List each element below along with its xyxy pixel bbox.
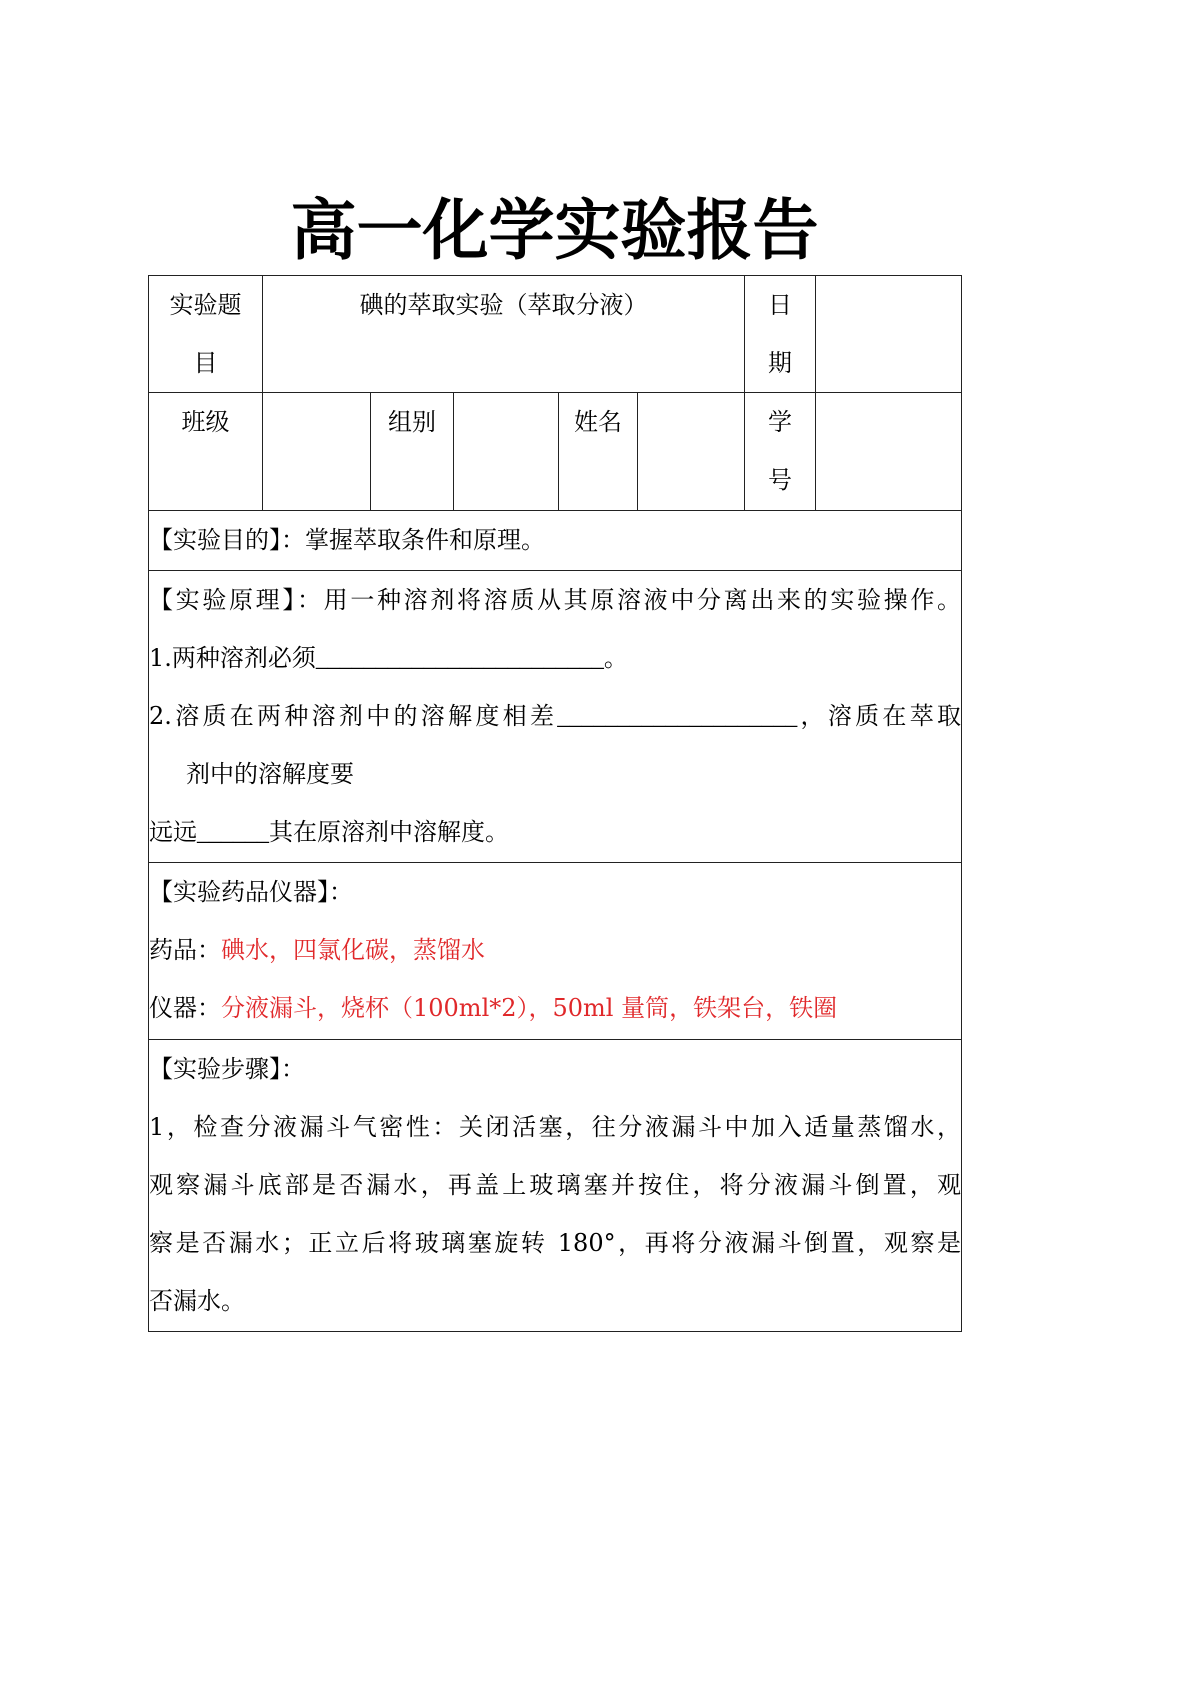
purpose-heading: 【实验目的】： <box>149 526 305 554</box>
group-value-cell <box>454 393 559 511</box>
item-3-prefix: 远远 <box>149 818 197 846</box>
materials-heading: 【实验药品仪器】： <box>149 878 353 906</box>
item-2-prefix: 2.溶质在两种溶剂中的溶解度相差 <box>149 702 558 730</box>
reagents-line <box>149 921 961 979</box>
item-1-blank: ________________________ <box>315 646 604 672</box>
principle-text: 用一种溶剂将溶质从其原溶液中分离出来的实验操作。 <box>323 586 962 614</box>
date-label: 日期 <box>768 291 793 377</box>
steps-text-line: 1，检查分液漏斗气密性：关闭活塞，往分液漏斗中加入适量蒸馏水， <box>149 1113 962 1141</box>
group-label: 组别 <box>388 408 436 436</box>
item-1-suffix: 。 <box>603 644 628 672</box>
name-label: 姓名 <box>574 408 622 436</box>
apparatus-list: 分液漏斗，烧杯（100ml*2），50ml 量筒，铁架台，铁圈 <box>221 994 838 1022</box>
materials-heading-line <box>149 863 961 921</box>
reagents-list: 碘水，四氯化碳，蒸馏水 <box>221 936 485 964</box>
steps-row <box>149 1040 962 1332</box>
student-id-value-cell <box>816 393 962 511</box>
principle-section <box>149 571 962 863</box>
purpose-row <box>149 511 962 571</box>
item-2-blank: ____________________ <box>557 704 798 730</box>
topic-value: 碘的萃取实验（萃取分液） <box>359 291 648 319</box>
topic-label-cell <box>149 276 263 393</box>
steps-text-line: 察是否漏水；正立后将玻璃塞旋转 180°，再将分液漏斗倒置，观察是 <box>149 1229 962 1257</box>
item-2-suffix: ，溶质在萃取 <box>797 702 962 730</box>
steps-section <box>149 1040 962 1332</box>
report-table <box>148 275 962 1332</box>
class-label: 班级 <box>181 408 230 436</box>
purpose-section <box>149 511 962 571</box>
steps-text-line: 观察漏斗底部是否漏水，再盖上玻璃塞并按住，将分液漏斗倒置，观 <box>149 1171 962 1199</box>
item-1-prefix: 1.两种溶剂必须 <box>149 644 316 672</box>
topic-value-cell <box>263 276 745 393</box>
steps-heading: 【实验步骤】： <box>149 1055 305 1083</box>
materials-section <box>149 863 962 1040</box>
steps-heading-line <box>149 1040 961 1098</box>
principle-heading: 【实验原理】： <box>149 586 324 614</box>
principle-item-3 <box>149 803 961 861</box>
topic-label: 实验题目 <box>169 291 242 377</box>
student-id-label: 学号 <box>768 408 793 494</box>
item-3-blank: ______ <box>197 820 269 846</box>
materials-row <box>149 863 962 1040</box>
header-row-student <box>149 393 962 511</box>
item-2-continuation: 剂中的溶解度要 <box>186 760 354 788</box>
date-label-cell <box>745 276 816 393</box>
principle-item-2 <box>149 687 961 745</box>
class-value-cell <box>263 393 371 511</box>
steps-text-line: 否漏水。 <box>149 1287 245 1315</box>
name-value-cell <box>638 393 745 511</box>
name-label-cell <box>559 393 638 511</box>
date-value-cell <box>816 276 962 393</box>
class-label-cell <box>149 393 263 511</box>
apparatus-line <box>149 979 961 1037</box>
header-row-topic <box>149 276 962 393</box>
purpose-line <box>149 511 961 569</box>
document-title: 高一化学实验报告 <box>290 191 819 269</box>
item-3-suffix: 其在原溶剂中溶解度。 <box>269 818 509 846</box>
principle-item-1 <box>149 629 961 687</box>
student-id-label-cell <box>745 393 816 511</box>
principle-line <box>149 571 961 629</box>
principle-item-2-continuation <box>149 745 961 803</box>
group-label-cell <box>371 393 454 511</box>
purpose-text: 掌握萃取条件和原理。 <box>305 526 545 554</box>
principle-row <box>149 571 962 863</box>
apparatus-label: 仪器： <box>149 994 221 1022</box>
reagents-label: 药品： <box>149 936 221 964</box>
